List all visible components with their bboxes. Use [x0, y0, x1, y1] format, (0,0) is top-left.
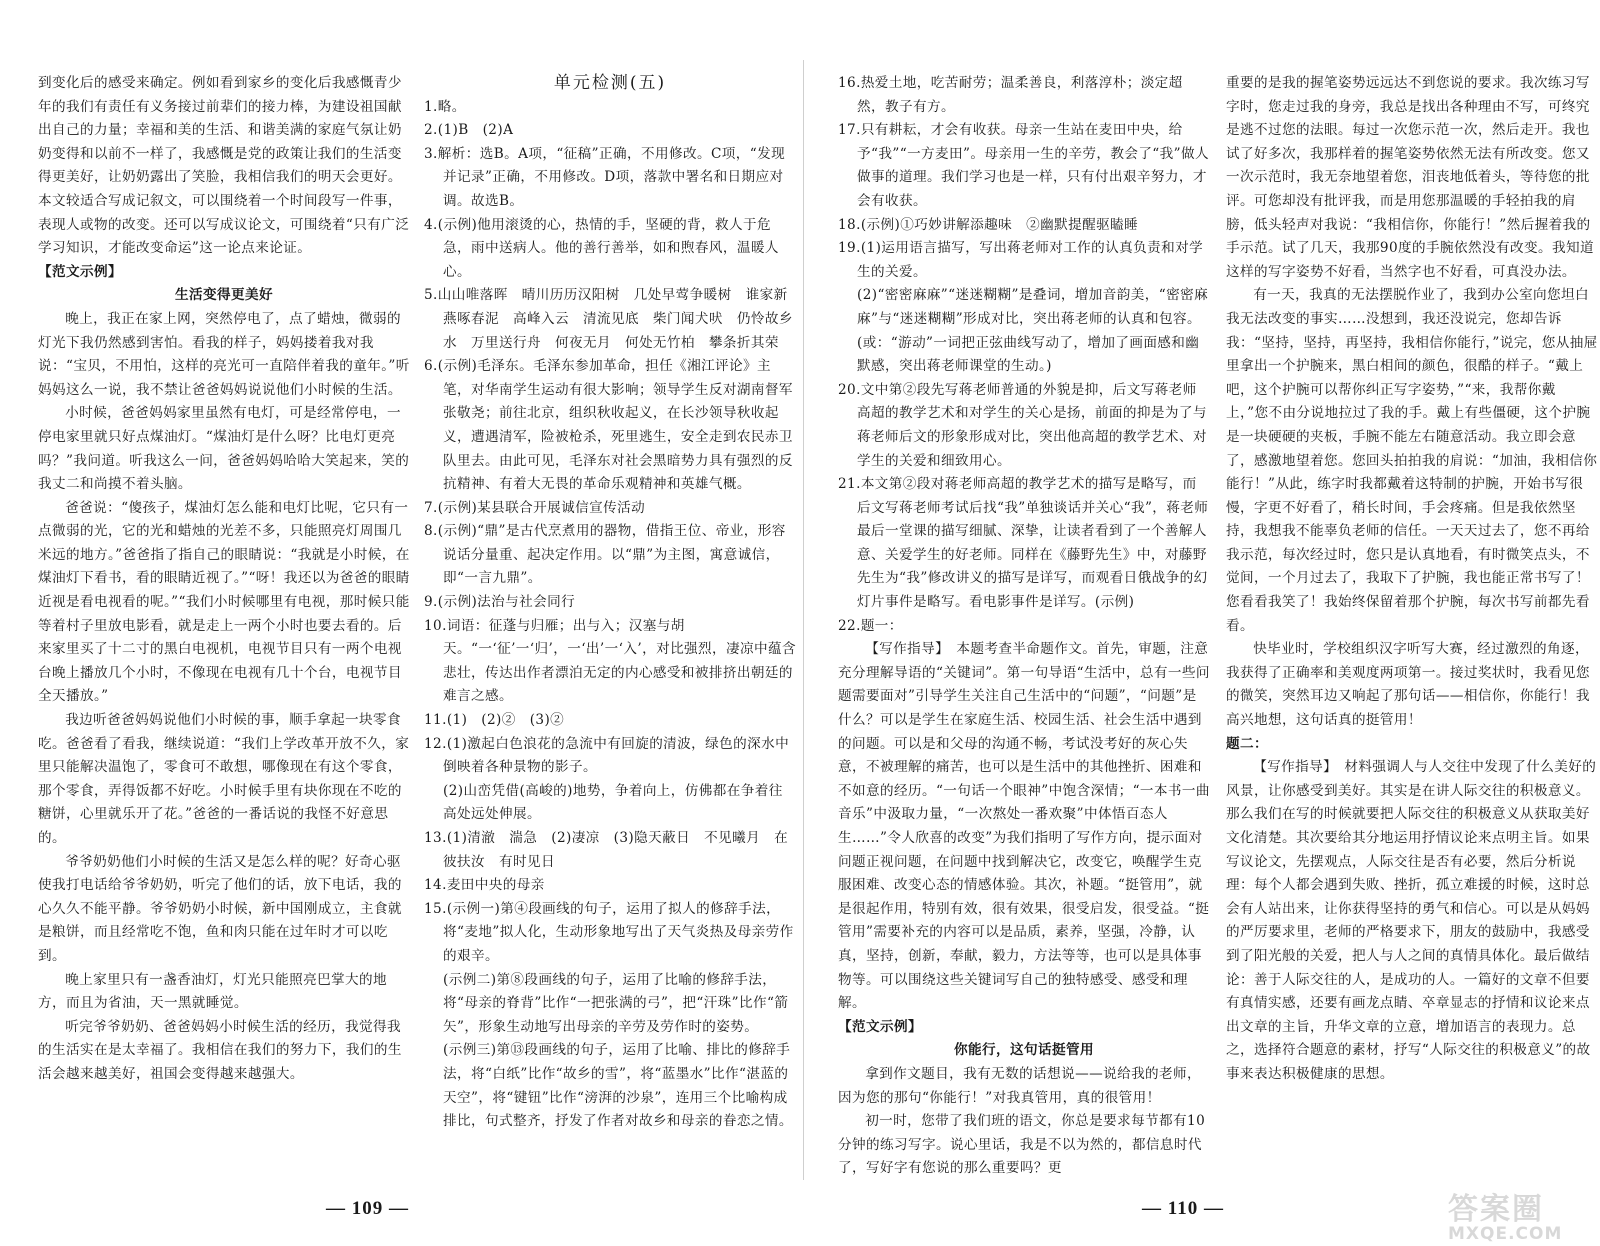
left-page-column-2 [424, 72, 796, 1134]
text-paragraph: 重要的是我的握笔姿势远远达不到您说的要求。我次练习写字时，您走过我的身旁，我总是找出各种理由不写，可终究是逃不过您的法眼。每过一次您示范一次，然后走开。我也试了好多次，我那样着的握笔姿势依然无法有所改变。您又一次示范时，我无奈地望着您，泪丧地低着头，等待您的批评。可您却没有批评我，而是用您那温暖的手轻拍我的肩膀，低头轻声对我说：“我相信你，你能行！”然后握着我的手示范。试了几天，我那90度的手腕依然没有改变。我知道这样的写字姿势不好看，当然字也不好看，可真没办法。 [1226, 75, 1594, 280]
text-paragraph: 19.(1)运用语言描写，写出蒋老师对工作的认真负责和对学生的关爱。 [838, 240, 1204, 280]
watermark-logo [1448, 1184, 1588, 1242]
text-paragraph: 小时候，爸爸妈妈家里虽然有电灯，可是经常停电，一停电家里就只好点煤油灯。“煤油灯是什么呀？比电灯更亮吗？”我问道。听我这么一问，爸爸妈妈哈哈大笑起来，笑的我丈二和尚摸不着头脑。 [38, 405, 410, 493]
text-paragraph: 8.(示例)“鼎”是古代烹煮用的器物，借指王位、帝业，形容说话分量重、起决定作用。以“鼎”为主图，寓意诚信，即“一言九鼎”。 [424, 523, 786, 587]
right-page-column-1 [838, 72, 1210, 1181]
text-paragraph: (2)“密密麻麻”“迷迷糊糊”是叠词，增加音韵美，“密密麻麻”与“迷迷糊糊”形成对比，突出蒋老师的认真和包容。(或：“游动”一词把正弦曲线写动了，增加了画面感和幽默感，突出蒋老师课堂的生动。) [857, 287, 1209, 375]
text-paragraph: 16.热爱土地，吃苦耐劳；温柔善良，利落淳朴；淡定超然，教子有方。 [838, 75, 1183, 115]
text-paragraph: 20.文中第②段先写蒋老师普通的外貌是抑，后文写蒋老师高超的教学艺术和对学生的关心是扬，前面的抑是为了与蒋老师后文的形象形成对比，突出他高超的教学艺术、对学生的关爱和细致用心。 [838, 381, 1207, 469]
left-page-column-1 [38, 72, 410, 1087]
text-paragraph: 5.山山唯落晖 晴川历历汉阳树 几处早莺争暖树 谁家新燕啄春泥 高峰入云 清流见底 柴门闻犬吠 仍怜故乡水 万里送行舟 何夜无月 何处无竹柏 攀条折其荣 [424, 287, 793, 351]
text-paragraph: 爸爸说：“傻孩子，煤油灯怎么能和电灯比呢，它只有一点微弱的光，它的光和蜡烛的光差不多，只能照亮灯周围几米远的地方。”爸爸指了指自己的眼睛说：“我就是小时候，在煤油灯下看书，看的眼睛近视了。”“呀！我还以为爸爸的眼睛近视是看电视看的呢。”“我们小时候哪里有电视，那时候只能等着村子里放电影看，就是走上一两个小时也要去看的。后来家里买了十二寸的黑白电视机，电视节目只有一两个电视台晚上播放几个小时，不像现在电视有几十个台，电视节目全天播放。” [38, 499, 410, 705]
text-paragraph: 4.(示例)他用滚烫的心，热情的手，坚硬的背，救人于危急，雨中送病人。他的善行善举，如和煦春风，温暖人心。 [424, 216, 779, 280]
section-tag: 题二： [1226, 735, 1268, 752]
text-paragraph: 【写作指导】 材料强调人与人交往中发现了什么美好的风景，让你感受到美好。其实是在讲人际交往的积极意义。那么我们在写的时候就要把人际交往的积极意义从获取美好文化清楚。其次要给其分地运用抒情议论来点明主旨。如果写议论文，先摆观点，人际交往是否有必要，然后分析说理：每个人都会遇到失败、挫折，孤立难援的时候，这时总会有人站出来，让你获得坚持的勇气和信心。可以是从妈妈的严厉要求里，老师的严格要求下，朋友的鼓励中，我感受到了阳光般的关爱，把人与人之间的真情具体化。最后做结论：善于人际交往的人，是成功的人。一篇好的文章不但要有真情实感，还要有画龙点睛、卒章显志的抒情和议论来点出文章的主旨，升华文章的立意，增加语言的表现力。总之，选择符合题意的素材，抒写“人际交往的积极意义”的故事来表达积极健康的思想。 [1226, 759, 1597, 1082]
text-paragraph: 晚上家里只有一盏香油灯，灯光只能照亮巴掌大的地方，而且为省油，天一黑就睡觉。 [38, 971, 388, 1012]
essay-title: 生活变得更美好 [175, 287, 273, 304]
text-paragraph: 7.(示例)某县联合开展诚信宣传活动 [424, 499, 646, 516]
page-number-right: — 110 — [1142, 1198, 1224, 1219]
text-paragraph: 爷爷奶奶他们小时候的生活又是怎么样的呢？好奇心驱使我打电话给爷爷奶奶，听完了他们的话，放下电话，我的心久久不能平静。爷爷奶奶小时候，新中国刚成立，主食就是粮饼，而且经常吃不饱，鱼和肉只能在过年时才可以吃到。 [38, 853, 402, 964]
text-paragraph: (示例二)第⑧段画线的句子，运用了比喻的修辞手法，将“母亲的脊背”比作“一把张满的弓”，把“汗珠”比作“箭矢”，形象生动地写出母亲的辛劳及劳作时的姿势。 [443, 971, 789, 1035]
text-paragraph: 6.(示例)毛泽东。毛泽东参加革命，担任《湘江评论》主笔，对华南学生运动有很大影响；领导学生反对湖南督军张敬尧；前往北京，组织秋收起义，在长沙领导秋收起义，遭遇清军，险被枪杀，死里逃生，安全走到农民赤卫队里去。由此可见，毛泽东对社会黑暗势力具有强烈的反抗精神、有着大无畏的革命乐观精神和英雄气概。 [424, 358, 793, 493]
text-paragraph: 2.(1)B (2)A [424, 122, 514, 139]
text-paragraph: 15.(示例一)第④段画线的句子，运用了拟人的修辞手法，将“麦地”拟人化，生动形象地写出了天气炎热及母亲劳作的艰辛。 [424, 900, 794, 964]
text-paragraph: 初一时，您带了我们班的语文，你总是要求每节都有10分钟的练习写字。说心里话，我是不以为然的，都信息时代了，写好字有您说的那么重要吗？更 [838, 1113, 1206, 1177]
watermark-url: MXQE.COM [1448, 1224, 1563, 1244]
right-page-column-2 [1226, 72, 1598, 1087]
text-paragraph: 我边听爸爸妈妈说他们小时候的事，顺手拿起一块零食吃。爸爸看了看我，继续说道：“我们上学改革开放不久，家里只能解决温饱了，零食可不敢想，哪像现在有这个零食，那个零食，弄得饭都不好吃。小时候手里有块你现在不吃的糖饼，心里就乐开了花。”爸爸的一番话说的我怪不好意思的。 [38, 712, 410, 846]
page-gutter [803, 60, 804, 1180]
text-paragraph: 晚上，我正在家上网，突然停电了，点了蜡烛，微弱的灯光下我仍然感到害怕。看我的样子，妈妈搂着我对我说：“宝贝，不用怕，这样的亮光可一直陪伴着我的童年。”听妈妈这么一说，我不禁让爸爸妈妈说说他们小时候的生活。 [38, 310, 410, 398]
text-paragraph: 到变化后的感受来确定。例如看到家乡的变化后我感慨青少年的我们有责任有义务接过前辈们的接力棒，为建设祖国献出自己的力量；幸福和美的生活、和谐美满的家庭气氛让奶奶变得和以前不一样了，我感慨是党的政策让我们的生活变得更美好，让奶奶露出了笑脸，我相信我们的明天会更好。本文较适合写成记叙文，可以围绕着一个时间段写一件事，表现人或物的改变。还可以写成议论文，可围绕着“只有广泛学习知识，才能改变命运”这一论点来论证。 [38, 75, 410, 257]
text-paragraph: 12.(1)激起白色浪花的急流中有回旋的清波，绿色的深水中倒映着各种景物的影子。 [424, 735, 790, 776]
text-paragraph: (2)山峦凭借(高峻的)地势，争着向上，仿佛都在争着往高处远处伸展。 [443, 782, 783, 823]
text-paragraph: 13.(1)清澈 湍急 (2)凄凉 (3)隐天蔽日 不见曦月 在彼扶汝 有时见日 [424, 830, 789, 870]
text-paragraph: (示例三)第⑬段画线的句子，运用了比喻、排比的修辞手法，将“白纸”比作“故乡的雪”，将“蓝墨水”比作“湛蓝的天空”，将“键钮”比作“滂湃的沙泉”，连用三个比喻构成排比，句式整齐，抒发了作者对故乡和母亲的眷恋之情。 [443, 1042, 793, 1130]
text-paragraph: 18.(示例)①巧妙讲解添趣味 ②幽默提醒驱瞌睡 [838, 216, 1139, 233]
essay-title: 你能行，这句话挺管用 [954, 1042, 1094, 1059]
section-tag: 【范文示例】 [38, 263, 122, 280]
unit-test-heading: 单元检测(五) [553, 73, 667, 93]
text-paragraph: 快毕业时，学校组织汉字听写大赛，经过激烈的角逐，我获得了正确率和美观度两项第一。接过奖状时，我看见您的微笑，突然耳边又响起了那句话——相信你，你能行！我高兴地想，这句话真的挺管用！ [1226, 641, 1590, 729]
section-tag: 【范文示例】 [838, 1018, 922, 1035]
text-paragraph: 17.只有耕耘，才会有收获。母亲一生站在麦田中央，给予“我”“一方麦田”。母亲用一生的辛劳，教会了“我”做人做事的道理。我们学习也是一样，只有付出艰辛努力，才会有收获。 [838, 122, 1209, 209]
text-paragraph: 【写作指导】 本题考查半命题作文。首先，审题，注意充分理解导语的“关键词”。第一句导语“生活中，总有一些问题需要面对”引导学生关注自己生活中的“问题”，“问题”是什么？可以是学生在家庭生活、校园生活、社会生活中遇到的问题。可以是和父母的沟通不畅，考试没考好的灰心失意，不被理解的痛苦，也可以是生活中的其他挫折、困难和不如意的经历。“一句话一个眼神”中饱含深情；“一本书一曲音乐”中汲取力量，“一次熬处一番欢聚”中体悟百态人生……”令人欣喜的改变”为我们指明了写作方向，提示面对问题正视问题，在问题中找到解决它，改变它，唤醒学生克服困难、改变心态的情感体验。其次，补题。“挺管用”，就是很起作用，特别有效，很有效果，很受启发，很受益。“挺管用”需要补充的内容可以是品质，素养，坚强，冷静，认真，坚持，创新，奉献，毅力，方法等等，也可以是具体事物等。可以围绕这些关键词写自己的独特感受、感受和理解。 [838, 641, 1210, 1012]
text-paragraph: 22.题一： [838, 617, 903, 634]
text-paragraph: 11.(1) (2)② (3)② [424, 712, 565, 729]
text-paragraph: 3.解析：选B。A项，“征稿”正确，不用修改。C项，“发现并记录”正确，不用修改。D项，落款中署名和日期应对调。故选B。 [424, 145, 786, 209]
watermark-text: 答案圈 [1448, 1192, 1544, 1227]
text-paragraph: 拿到作文题目，我有无数的话想说——说给我的老师，因为您的那句“你能行！”对我真管用，真的很管用！ [838, 1065, 1202, 1106]
text-paragraph: 听完爷爷奶奶、爸爸妈妈小时候生活的经历，我觉得我的生活实在是太幸福了。我相信在我们的努力下，我们的生活会越来越美好，祖国会变得越来越强大。 [38, 1018, 402, 1082]
text-paragraph: 21.本文第②段对蒋老师高超的教学艺术的描写是略写，而后文写蒋老师考试后找“我”单独谈话并关心“我”，蒋老师最后一堂课的描写细腻、深挚，让读者看到了一个善解人意、关爱学生的好老师。同样在《藤野先生》中，对藤野先生为“我”修改讲义的描写是详写，而观看日俄战争的幻灯片事件是略写。看电影事件是详写。(示例) [838, 476, 1209, 611]
text-paragraph: 1.略。 [424, 98, 466, 115]
text-paragraph: 14.麦田中央的母亲 [424, 877, 545, 894]
text-paragraph: 9.(示例)法治与社会同行 [424, 594, 576, 611]
page-number-left: — 109 — [326, 1198, 409, 1219]
text-paragraph: 有一天，我真的无法摆脱作业了，我到办公室向您坦白我无法改变的事实……没想到，我还没说完，您却告诉我：“坚持，坚持，再坚持，我相信你能行，”说完，您从抽屉里拿出一个护腕来，黑白相间的颜色，很酷的样子。“戴上吧，这个护腕可以帮你纠正写字姿势，”“来，我帮你戴上，”您不由分说地拉过了我的手。戴上有些僵硬，这个护腕是一块硬硬的夹板，手腕不能左右随意活动。我立即会意了，感激地望着您。您回头拍拍我的肩说：“加油，我相信你能行！”从此，练字时我都戴着这特制的护腕，开始书写很慢，字更不好看了，稍长时间，手会疼痛。但是我依然坚持，我想我不能辜负老师的信任。一天天过去了，您不再给我示范，每次经过时，您只是认真地看，有时微笑点头，不觉间，一个月过去了，我取下了护腕，我也能正常书写了！您看看我笑了！我始终保留着那个护腕，每次书写前都先看看。 [1226, 287, 1598, 634]
text-paragraph: 10.词语：征蓬与归雁；出与入；汉塞与胡天。“一‘征’一‘归’，一‘出’一‘入’，对比强烈，凄凉中蕴含悲壮，传达出作者漂泊无定的内心感受和被排挤出朝廷的难言之感。 [424, 617, 797, 705]
